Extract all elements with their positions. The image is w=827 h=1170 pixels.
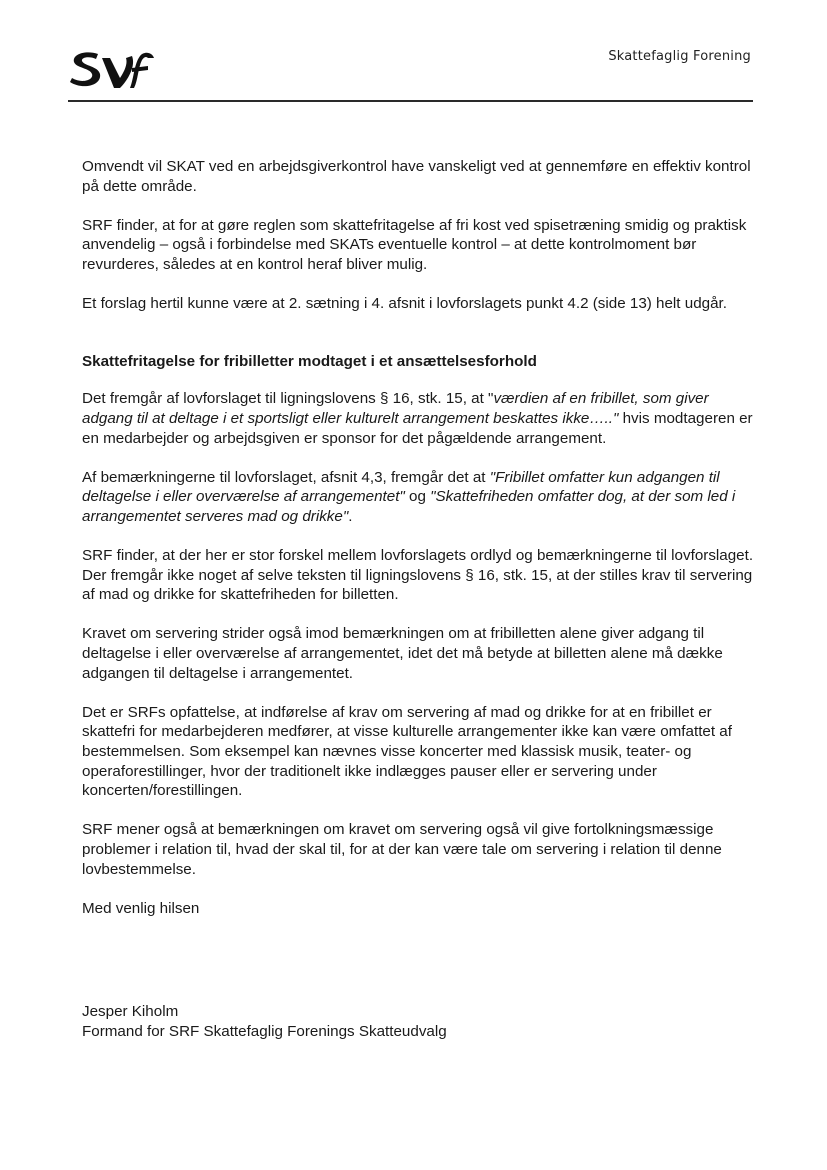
paragraph: SRF mener også at bemærkningen om kravet om servering også vil give fortolkningsmæssige problemer i relation til, hvad der skal til, for at der kan være tale om servering i relation til denne lovbestemmelse. (82, 821, 722, 878)
paragraph (82, 468, 754, 527)
paragraph: Et forslag hertil kunne være at 2. sætning i 4. afsnit i lovforslagets punkt 4.2 (side 13) helt udgår. (82, 295, 727, 313)
quote: værdien af en fribillet, som giver adgang til at deltage i et sportsligt eller kulturelt arrangement beskattes ikke….." (82, 390, 709, 427)
paragraph: Det er SRFs opfattelse, at indførelse af krav om servering af mad og drikke for at en fribillet er skattefri for medarbejderen medfører, at visse kulturelle arrangementer ikke kan være omfattet af bestemmelsen. Som eksempel kan nævnes visse koncerter med klassisk musik, teater- og operaforestillinger, hvor der traditionelt ikke indlægges pauser eller er servering under koncerten/forestillingen. (82, 703, 732, 800)
signer-title: Formand for SRF Skattefaglig Forenings Skatteudvalg (82, 1022, 447, 1040)
paragraph: SRF finder, at for at gøre reglen som skattefritagelse af fri kost ved spisetræning smidig og praktisk anvendelig – også i forbindelse med SKATs eventuelle kontrol – at dette kontrolmoment bør revurderes, således at en kontrol heraf bliver mulig. (82, 216, 747, 273)
text: Det fremgår af lovforslaget til ligningslovens § 16, stk. 15, at " (82, 390, 494, 408)
text: hvis modtageren er en medarbejder og arbejdsgiven er sponsor for det pågældende arrangement. (82, 409, 753, 447)
paragraph (82, 389, 754, 448)
closing: Med venlig hilsen (82, 899, 200, 917)
srf-logo-icon (68, 48, 158, 90)
text: . (348, 507, 353, 525)
letter-body (82, 157, 754, 918)
paragraph: Kravet om servering strider også imod bemærkningen om at fribilletten alene giver adgang til deltagelse i eller overværelse af arrangementet, idet det må betyde at billetten alene må dække adgangen til deltagelse i arrangementet. (82, 625, 723, 682)
organization-name: Skattefaglig Forening (608, 49, 751, 64)
paragraph: SRF finder, at der her er stor forskel mellem lovforslagets ordlyd og bemærkningerne til lovforslaget. Der fremgår ikke noget af selve teksten til ligningslovens § 16, stk. 15, at der stilles krav til servering af mad og drikke for skattefriheden for billetten. (82, 547, 754, 604)
section-heading: Skattefritagelse for fribilletter modtaget i et ansættelsesforhold (82, 352, 537, 370)
signature-block (82, 1002, 447, 1041)
quote: "Fribillet omfatter kun adgangen til deltagelse i eller overværelse af arrangementet" (82, 468, 720, 506)
text: og (404, 488, 431, 506)
paragraph: Omvendt vil SKAT ved en arbejdsgiverkontrol have vanskeligt ved at gennemføre en effektiv kontrol på dette område. (82, 158, 751, 195)
srf-logo (68, 48, 158, 90)
header-divider (68, 100, 753, 102)
text: Af bemærkningerne til lovforslaget, afsnit 4,3, fremgår det at (82, 468, 490, 486)
signer-name: Jesper Kiholm (82, 1003, 179, 1020)
quote: "Skattefriheden omfatter dog, at der som led i arrangementet serveres mad og drikke" (82, 488, 736, 525)
